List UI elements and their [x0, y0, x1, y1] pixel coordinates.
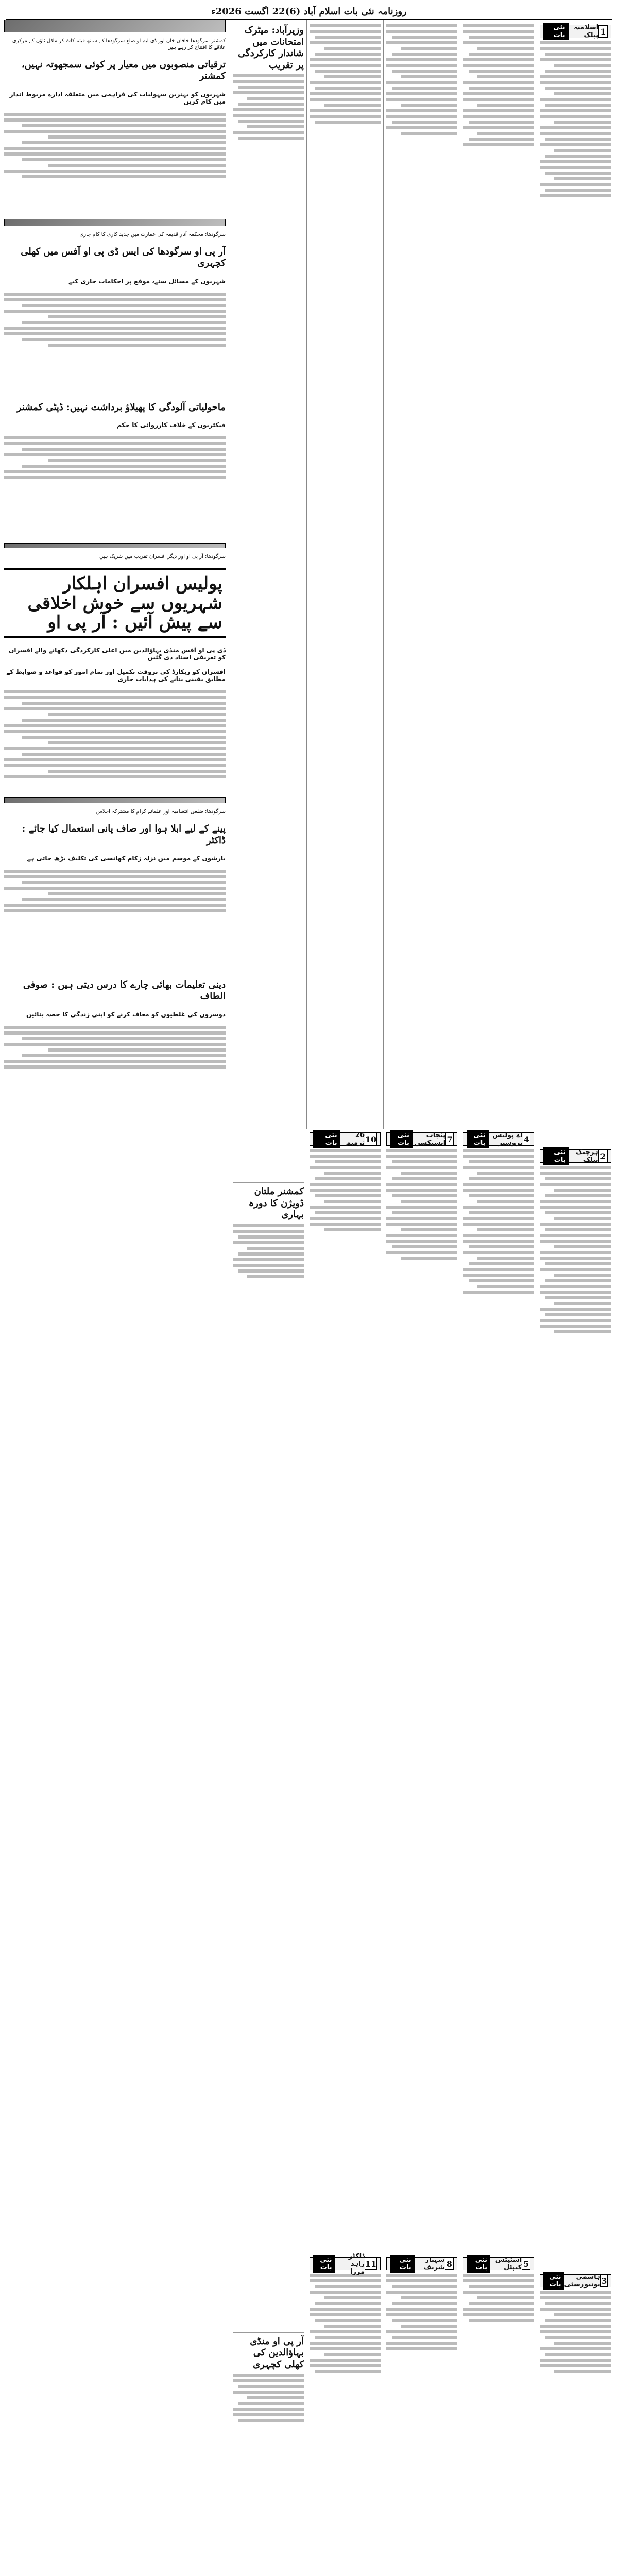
article-2-body	[4, 290, 226, 396]
piece-11-body	[310, 2274, 381, 2576]
article-1-body	[4, 110, 226, 216]
piece-1-number: 1	[598, 25, 608, 38]
news-2-headline: کمشنر ملتان ڈویژن کا دورہ بہاری	[248, 1186, 304, 1220]
piece-10-number: 10	[365, 1133, 377, 1145]
piece-3-header	[540, 2274, 611, 2287]
column-2	[460, 20, 537, 2272]
big-subheadline: ڈی پی او آفس منڈی بہاؤالدین میں اعلی کارکردگی دکھانے والے افسران کو تعریفی اسناد دی گئیں	[9, 647, 226, 662]
masthead	[6, 4, 612, 20]
piece-4-body	[463, 1149, 534, 2254]
article-5-body	[4, 1023, 226, 1129]
headline-1: ترقیاتی منصوبوں میں معیار پر کوئی سمجھوتہ نہیں، کمشنر	[21, 59, 226, 82]
column-3-top-text	[386, 24, 457, 1129]
column-2-top-text	[463, 24, 534, 1129]
article-3-body	[4, 434, 226, 539]
piece-11-number: 11	[365, 2258, 377, 2270]
subheadline-5: دوسروں کی غلطیوں کو معاف کرنے کو اپنی زندگی کا حصہ بنائیں	[26, 1010, 226, 1018]
subheadline-4: بارشوں کے موسم میں نزلہ زکام کھانسی کی تکلیف بڑھ جاتی ہے	[27, 855, 226, 862]
piece-3-tag: نئی بات	[543, 2272, 564, 2290]
piece-11-header	[310, 2252, 381, 2276]
piece-10-tag: نئی بات	[313, 1130, 340, 1148]
piece-2-tag: نئی بات	[543, 1147, 569, 1165]
piece-10-body	[310, 1149, 381, 2254]
piece-7-tag: نئی بات	[390, 1130, 413, 1148]
piece-10-title: 26 ترمیم	[346, 1131, 365, 1147]
photo-4-caption: سرگودھا: ضلعی انتظامیہ اور علمائے کرام کا مشترکہ اجلاس	[96, 809, 226, 815]
piece-4-title: اے پولیس پروسپر	[492, 1131, 523, 1147]
top-photo	[4, 20, 226, 32]
big-subheadline-2: افسران کو ریکارڈ کی بروقت تکمیل اور تمام امور کو قواعد و ضوابط کے مطابق یقینی بنانے کی ہدایات جاری	[6, 668, 226, 683]
piece-2-number: 2	[598, 1150, 608, 1162]
piece-11-title: ڈاکٹر زاہد مرزا	[348, 2252, 365, 2276]
column-1	[537, 20, 614, 2289]
headline-2: آر پی او سرگودھا کی ایس ڈی پی او آفس میں کھلی کچہری	[21, 246, 226, 268]
piece-11-tag: نئی بات	[313, 2255, 335, 2273]
piece-5-header	[463, 2257, 534, 2270]
top-photo-caption: کمشنر سرگودھا خاقان خان اور ڈی ایم او ضلع سرگودھا کے ساتھ فیتہ کاٹ کر ماڈل ٹاؤن کے مرکزی علاقے کا افتتاح کر رہے ہیں	[12, 38, 226, 50]
photo-2	[4, 219, 226, 226]
news-3-body	[233, 2374, 304, 2576]
masthead-text: روزنامہ نئی بات اسلام آباد (6)22 اگست 2026ء	[211, 6, 407, 17]
piece-8-title: شہباز شریف	[423, 2256, 445, 2272]
column-3	[383, 20, 460, 2272]
page-grid	[4, 20, 614, 2370]
piece-2-header	[540, 1149, 611, 1163]
piece-8-tag: نئی بات	[390, 2255, 415, 2273]
headline-3: ماحولیاتی آلودگی کا پھیلاؤ برداشت نہیں: ڈپٹی کمشنر	[16, 401, 226, 413]
column-5	[230, 20, 306, 2370]
column-4	[306, 20, 383, 2276]
piece-7-header	[386, 1132, 457, 1146]
piece-3-body	[540, 2291, 611, 2576]
piece-2-body	[540, 1166, 611, 2271]
big-article-body	[4, 688, 226, 793]
piece-3-number: 3	[600, 2275, 608, 2287]
piece-5-number: 5	[522, 2258, 530, 2270]
piece-2-title: ہرچیک پبلک	[575, 1148, 598, 1164]
photo-2-caption: سرگودھا: محکمہ آثار قدیمہ کی عمارت میں جدید کاری کا کام جاری	[79, 231, 226, 238]
photo-3-caption: سرگودھا: آر پی او اور دیگر افسران تقریب میں شریک ہیں	[99, 554, 226, 560]
piece-3-title: ہاشمی یونیورسٹی	[564, 2273, 600, 2289]
top-photo-image	[4, 20, 226, 32]
news-1-headline: وزیرآباد: میٹرک امتحانات میں شاندار کارکردگی پر تقریب	[238, 25, 304, 71]
headline-4: پینے کے لیے ابلا ہوا اور صاف پانی استعمال کیا جائے : ڈاکٹر	[22, 823, 226, 846]
subheadline-2: شہریوں کے مسائل سنے، موقع پر احکامات جاری کیے	[68, 277, 226, 285]
news-3-headline: آر پی او منڈی بہاؤالدین کی کھلی کچہری	[250, 2335, 304, 2370]
subheadline-1: شہریوں کو بہترین سہولیات کی فراہمی میں متعلقہ ادارے مربوط انداز میں کام کریں	[9, 90, 226, 105]
piece-7-number: 7	[445, 1133, 454, 1145]
piece-10-header	[310, 1132, 381, 1146]
divider	[233, 1182, 304, 1183]
piece-4-number: 4	[523, 1133, 530, 1145]
big-headline: پولیس افسران اہلکار شہریوں سے خوش اخلاقی سے پیش آئیں : آر پی او	[4, 568, 226, 638]
piece-4-header	[463, 1132, 534, 1146]
piece-5-title: اسٹیٹس کیپٹل	[495, 2256, 522, 2272]
news-2-body	[233, 1224, 304, 2329]
piece-8-header	[386, 2257, 457, 2270]
right-columns	[230, 20, 614, 2370]
news-1-body	[233, 74, 304, 1179]
headline-5: دینی تعلیمات بھائی چارے کا درس دیتی ہیں : صوفی الطاف	[23, 979, 226, 1002]
photo-4	[4, 797, 226, 803]
divider	[233, 2332, 304, 2333]
piece-4-tag: نئی بات	[467, 1130, 489, 1148]
piece-1-body	[540, 41, 611, 1146]
photo-3	[4, 543, 226, 548]
article-4-body	[4, 867, 226, 973]
left-area	[4, 20, 226, 1129]
column-4-top-text	[310, 24, 381, 1129]
piece-7-title: پنجاب انسپکشن	[414, 1131, 446, 1147]
piece-8-number: 8	[445, 2258, 454, 2270]
piece-1-header	[540, 25, 611, 38]
piece-1-tag: نئی بات	[543, 23, 569, 40]
piece-7-body	[386, 1149, 457, 2254]
piece-5-body	[463, 2274, 534, 2576]
subheadline-3: فیکٹریوں کے خلاف کارروائی کا حکم	[116, 421, 226, 429]
piece-5-tag: نئی بات	[467, 2255, 490, 2273]
piece-1-title: اسلامیہ پبلک	[574, 24, 599, 39]
piece-8-body	[386, 2274, 457, 2576]
